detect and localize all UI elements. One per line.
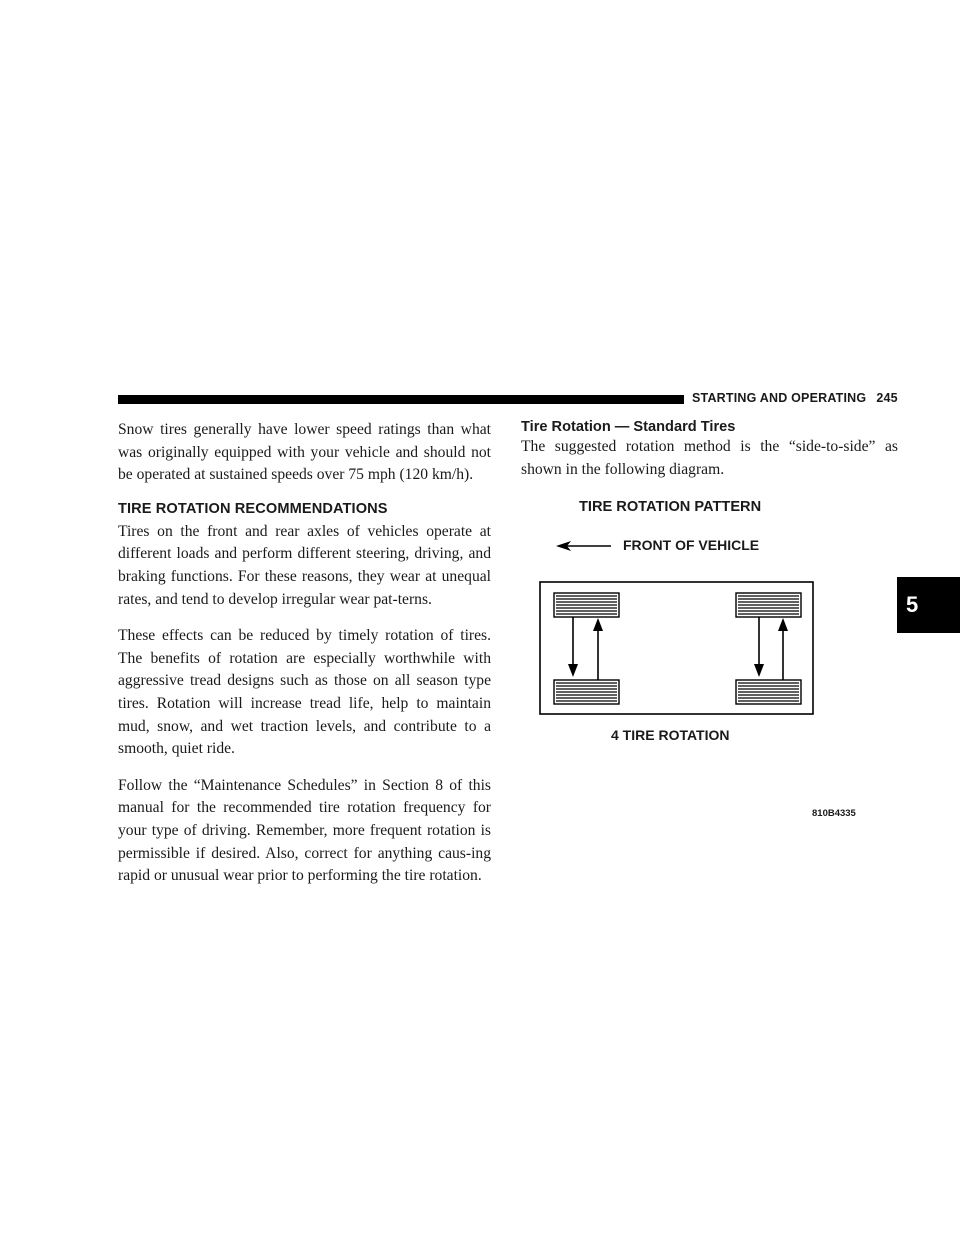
header-section-title: STARTING AND OPERATING	[692, 391, 867, 405]
diagram-title: TIRE ROTATION PATTERN	[579, 499, 762, 515]
arrow-down-icon	[568, 617, 578, 677]
maintenance-paragraph: Follow the “Maintenance Schedules” in Section 8 of this manual for the recommended tire rotation frequency for your type of driving. Remember, more frequent rotation is permissible if desired. Also, correct for anything caus-ing rapid or unusual wear prior to performing the tire rotation.	[118, 776, 491, 885]
section-number: 5	[906, 592, 919, 617]
arrow-left-icon	[556, 541, 611, 551]
tire-rotation-diagram	[521, 490, 898, 830]
section-tab	[897, 577, 960, 633]
header-rule	[118, 395, 684, 404]
running-header	[692, 391, 898, 405]
page-number: 245	[876, 391, 898, 405]
rotation-method-paragraph: The suggested rotation method is the “side-to-side” as shown in the following diagram.	[521, 438, 898, 478]
loads-paragraph: Tires on the front and rear axles of vehicles operate at different loads and perform different steering, driving, and braking functions. For these reasons, they wear at unequal rates, and tend to develop irregular wear pat-terns.	[118, 522, 491, 608]
tire-rotation-recommendations-heading: TIRE ROTATION RECOMMENDATIONS	[118, 500, 388, 517]
snow-tires-paragraph: Snow tires generally have lower speed ratings than what was originally equipped with your vehicle and should not be operated at sustained speeds over 75 mph (120 km/h).	[118, 421, 491, 484]
left-column	[118, 419, 491, 902]
arrow-down-icon	[754, 617, 764, 677]
arrow-up-icon	[778, 618, 788, 680]
four-tire-rotation-label: 4 TIRE ROTATION	[611, 727, 730, 743]
right-column	[521, 419, 898, 495]
front-of-vehicle-label: FRONT OF VEHICLE	[623, 537, 760, 553]
tire-icon	[554, 680, 619, 704]
tire-icon	[554, 593, 619, 617]
tire-icon	[736, 593, 801, 617]
figure-code: 810B4335	[812, 808, 856, 819]
arrow-up-icon	[593, 618, 603, 680]
benefits-paragraph: These effects can be reduced by timely rotation of tires. The benefits of rotation are especially worthwhile with aggressive tread designs such as those on all season type tires. Rotation will increase tread life, help to maintain mud, snow, and wet traction levels, and contribute to a smooth, quiet ride.	[118, 627, 491, 758]
tire-icon	[736, 680, 801, 704]
standard-tires-heading: Tire Rotation — Standard Tires	[521, 419, 736, 435]
